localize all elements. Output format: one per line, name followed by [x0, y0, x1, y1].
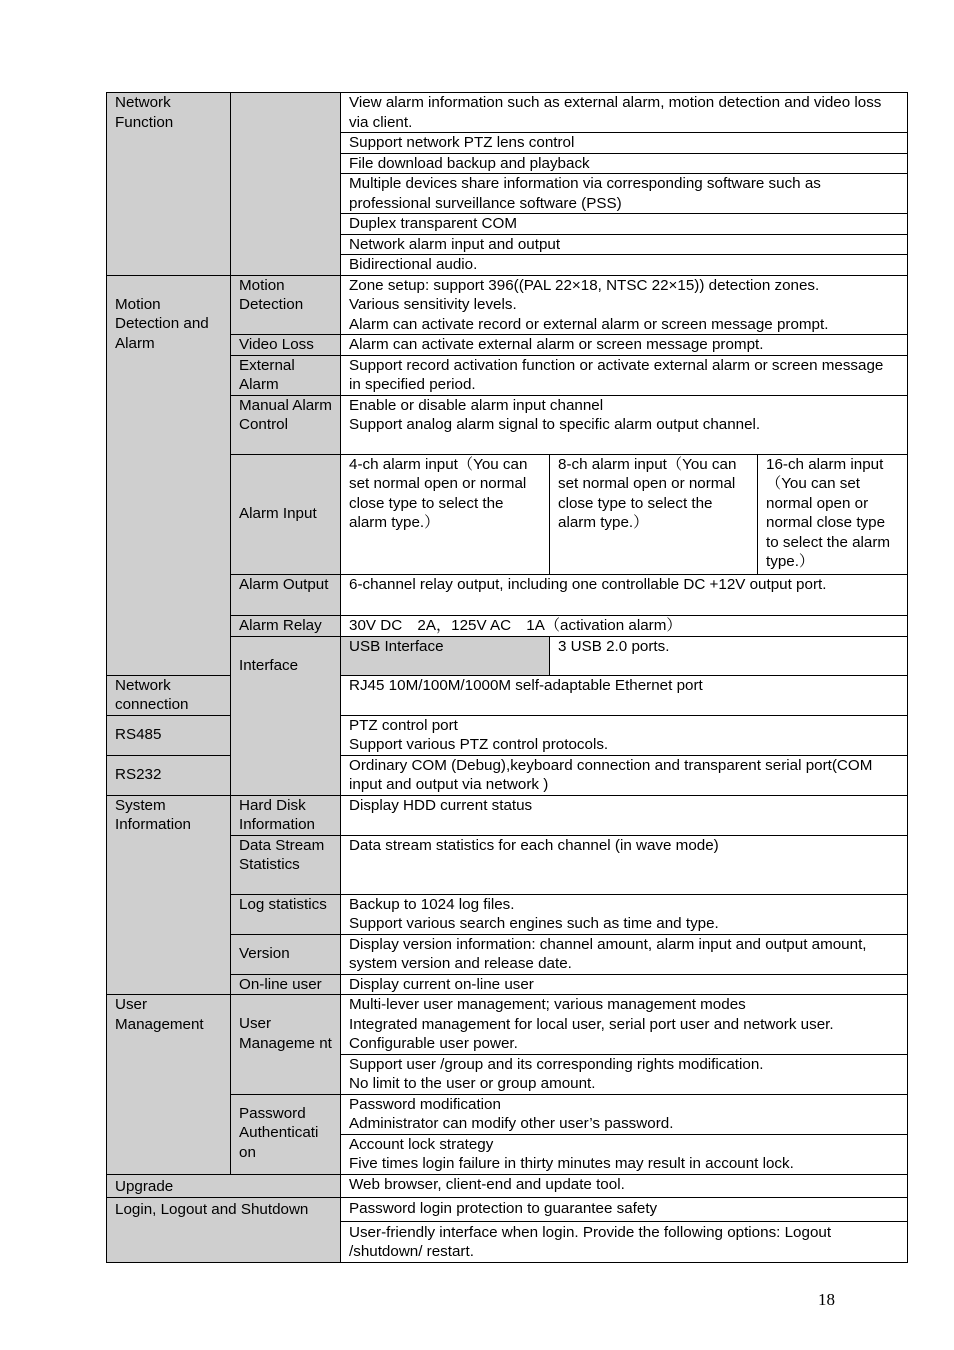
- user-mgmt-line-5: No limit to the user or group amount.: [349, 1075, 596, 1092]
- usb-interface-desc: 3 USB 2.0 ports.: [550, 636, 908, 675]
- user-mgmt-line-2: Integrated management for local user, serial port user and network user.: [349, 1015, 834, 1033]
- online-user-desc: Display current on-line user: [341, 974, 908, 995]
- alarm-output-desc: 6-channel relay output, including one controllable DC +12V output port.: [341, 574, 908, 615]
- rs232-desc: Ordinary COM (Debug),keyboard connection and transparent serial port(COM input and output via network ): [341, 755, 908, 795]
- rs485-desc: [341, 715, 908, 755]
- password-line-2: Administrator can modify other user’s password.: [349, 1115, 674, 1132]
- network-item-5: Duplex transparent COM: [341, 214, 908, 235]
- password-auth-desc-2: [341, 1134, 908, 1174]
- user-management-desc-1: [341, 995, 908, 1055]
- network-item-7: Bidirectional audio.: [341, 255, 908, 276]
- interface-category: [231, 636, 341, 795]
- alarm-relay-desc: 30V DC 2A，125V AC 1A（activation alarm）: [341, 615, 908, 636]
- upgrade-category: Upgrade: [107, 1174, 341, 1197]
- online-user-label: On-line user: [231, 974, 341, 995]
- video-loss-label: Video Loss: [231, 335, 341, 356]
- network-function-subcell: [231, 93, 341, 276]
- video-loss-desc: Alarm can activate external alarm or screen message prompt.: [341, 335, 908, 356]
- rs232-label: RS232: [107, 755, 231, 795]
- login-desc-1: Password login protection to guarantee safety: [341, 1197, 908, 1221]
- network-item-2: Support network PTZ lens control: [341, 133, 908, 154]
- network-item-1: View alarm information such as external alarm, motion detection and video loss via client.: [341, 93, 908, 133]
- version-label: Version: [231, 934, 341, 974]
- external-alarm-label: External Alarm: [231, 355, 341, 395]
- rs485-line-2: Support various PTZ control protocols.: [349, 736, 609, 753]
- network-connection-label: Network connection: [107, 675, 231, 715]
- network-item-6: Network alarm input and output: [341, 234, 908, 255]
- motion-alarm-category-label: Motion Detection and Alarm: [115, 295, 209, 352]
- alarm-output-label: Alarm Output: [231, 574, 341, 615]
- data-stream-label: Data Stream Statistics: [231, 835, 341, 894]
- log-line-2: Support various search engines such as time and type.: [349, 915, 719, 932]
- password-line-3: Account lock strategy: [349, 1135, 494, 1153]
- password-auth-sub-label: Password Authenticati on: [239, 1104, 319, 1161]
- upgrade-desc: Web browser, client-end and update tool.: [341, 1174, 908, 1197]
- motion-detection-label: Motion Detection: [231, 275, 341, 335]
- motion-detection-desc: [341, 275, 908, 335]
- manual-alarm-desc: [341, 395, 908, 454]
- motion-detection-line-3: Alarm can activate record or external alarm or screen message prompt.: [349, 315, 829, 333]
- system-info-category: System Information: [107, 795, 231, 995]
- user-management-label: [231, 995, 341, 1095]
- password-auth-desc-1: [341, 1094, 908, 1134]
- usb-interface-label: USB Interface: [341, 636, 550, 675]
- alarm-input-16ch: 16-ch alarm input（You can set normal open or normal close type to select the alarm type.）: [758, 454, 908, 574]
- interface-category-label: Interface: [239, 656, 299, 674]
- spec-table: [106, 92, 908, 1263]
- motion-alarm-category: [107, 275, 231, 675]
- manual-alarm-label: Manual Alarm Control: [231, 395, 341, 454]
- network-item-3: File download backup and playback: [341, 153, 908, 174]
- log-statistics-desc: [341, 894, 908, 934]
- external-alarm-desc: Support record activation function or activate external alarm or screen message in specified period.: [341, 355, 908, 395]
- alarm-input-label: Alarm Input: [231, 454, 341, 574]
- page-number: 18: [818, 1290, 835, 1309]
- password-auth-label: [231, 1094, 341, 1174]
- user-management-desc-2: [341, 1054, 908, 1094]
- data-stream-desc: Data stream statistics for each channel (in wave mode): [341, 835, 908, 894]
- alarm-input-8ch: 8-ch alarm input（You can set normal open or normal close type to select the alarm type.）: [550, 454, 758, 574]
- user-mgmt-line-1: Multi-lever user management; various management modes: [349, 996, 746, 1013]
- log-line-1: Backup to 1024 log files.: [349, 895, 515, 913]
- rs485-label: RS485: [107, 715, 231, 755]
- network-function-category: Network Function: [107, 93, 231, 276]
- rs485-line-1: PTZ control port: [349, 716, 458, 734]
- manual-alarm-line-2: Support analog alarm signal to specific alarm output channel.: [349, 416, 761, 433]
- login-desc-2: User-friendly interface when login. Provide the following options: Logout /shutdown/ restart.: [341, 1221, 908, 1262]
- motion-detection-line-2: Various sensitivity levels.: [349, 296, 517, 313]
- version-desc: Display version information: channel amount, alarm input and output amount, system version and release date.: [341, 934, 908, 974]
- user-mgmt-line-3: Configurable user power.: [349, 1035, 518, 1052]
- motion-detection-line-1: Zone setup: support 396((PAL 22×18, NTSC 22×15)) detection zones.: [349, 276, 820, 294]
- user-management-sub-label: User Manageme nt: [239, 1015, 332, 1052]
- alarm-input-4ch: 4-ch alarm input（You can set normal open or normal close type to select the alarm type.）: [341, 454, 550, 574]
- log-statistics-label: Log statistics: [231, 894, 341, 934]
- password-line-1: Password modification: [349, 1095, 501, 1113]
- network-connection-desc: RJ45 10M/100M/1000M self-adaptable Ethernet port: [341, 675, 908, 715]
- user-mgmt-line-4: Support user /group and its corresponding rights modification.: [349, 1055, 764, 1073]
- manual-alarm-line-1: Enable or disable alarm input channel: [349, 396, 604, 414]
- alarm-relay-label: Alarm Relay: [231, 615, 341, 636]
- hdd-info-label: Hard Disk Information: [231, 795, 341, 835]
- password-line-4: Five times login failure in thirty minutes may result in account lock.: [349, 1155, 794, 1172]
- network-item-4: Multiple devices share information via corresponding software such as professional surveillance software (PSS): [341, 174, 908, 214]
- user-management-category: User Management: [107, 995, 231, 1175]
- login-category: Login, Logout and Shutdown: [107, 1197, 341, 1262]
- hdd-info-desc: Display HDD current status: [341, 795, 908, 835]
